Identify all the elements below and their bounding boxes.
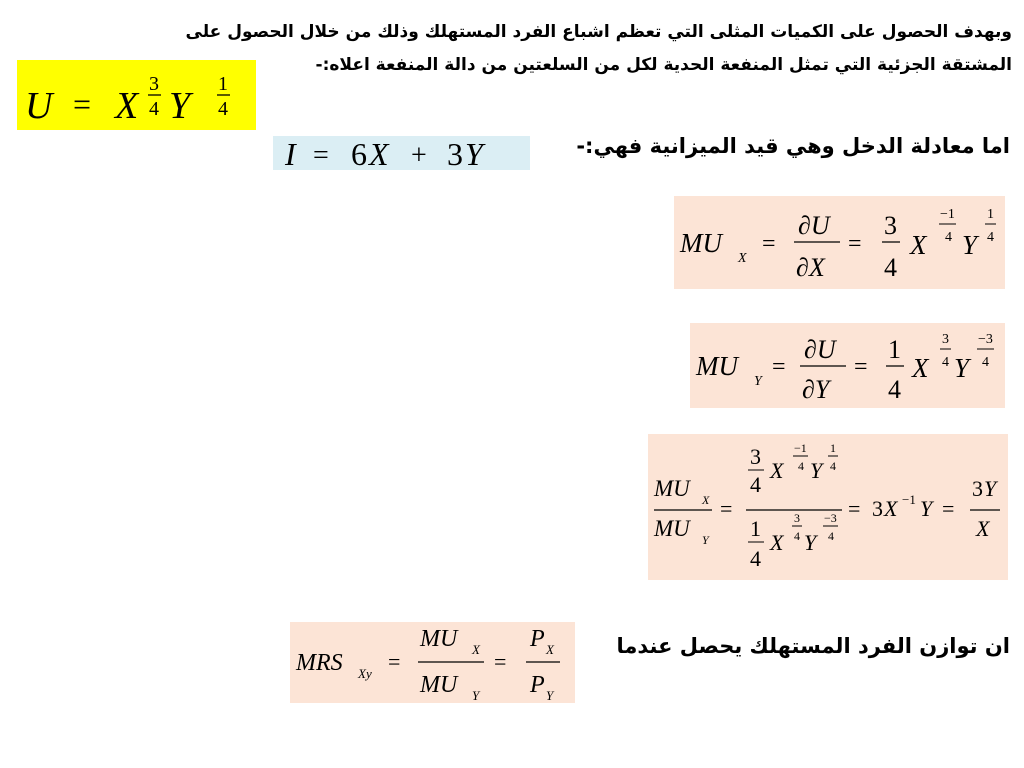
svg-text:=: = [772, 354, 786, 380]
svg-text:=: = [494, 649, 507, 674]
svg-text:6: 6 [351, 136, 367, 170]
svg-text:Xy: Xy [358, 666, 372, 681]
svg-text:4: 4 [750, 472, 761, 497]
svg-text:∂U: ∂U [804, 335, 836, 364]
marginal-utility-x-equation [674, 196, 1005, 289]
marginal-utility-y-box [690, 323, 1005, 408]
svg-text:4: 4 [750, 546, 761, 571]
utility-ratio-equation [648, 434, 1008, 580]
svg-text:=: = [762, 231, 776, 257]
svg-text:4: 4 [830, 459, 836, 473]
svg-text:Y: Y [702, 533, 709, 547]
svg-text:Y: Y [962, 230, 978, 260]
svg-text:3: 3 [794, 511, 800, 525]
svg-text:1: 1 [218, 73, 228, 95]
svg-text:4: 4 [218, 98, 228, 120]
svg-text:Y: Y [954, 353, 970, 383]
svg-text:Y: Y [920, 496, 933, 521]
svg-text:X: X [976, 516, 990, 541]
equilibrium-text: ان توازن الفرد المستهلك يحصل عندما [616, 634, 1010, 658]
svg-text:X: X [472, 642, 480, 657]
svg-text:=: = [720, 496, 733, 521]
svg-text:MU: MU [654, 476, 690, 501]
svg-text:1: 1 [987, 207, 994, 222]
svg-text:−3: −3 [824, 511, 837, 525]
svg-text:∂X: ∂X [796, 253, 825, 282]
svg-text:4: 4 [982, 355, 989, 370]
svg-text:1: 1 [888, 335, 901, 364]
svg-text:4: 4 [942, 355, 949, 370]
svg-text:X: X [770, 530, 784, 555]
svg-text:Y: Y [984, 476, 997, 501]
svg-text:X: X [884, 496, 898, 521]
utility-function-equation [17, 60, 256, 130]
svg-text:4: 4 [798, 459, 804, 473]
svg-text:X: X [369, 136, 389, 170]
svg-text:∂U: ∂U [798, 211, 830, 240]
svg-text:4: 4 [888, 375, 901, 404]
intro-line-2: المشتقة الجزئية التي تمثل المنفعة الحدية لكل من السلعتين من دالة المنفعة اعلاه:- [315, 55, 1012, 75]
svg-text:−1: −1 [940, 207, 955, 222]
budget-text: اما معادلة الدخل وهي قيد الميزانية فهي:- [576, 134, 1010, 158]
svg-text:Y: Y [472, 688, 480, 703]
svg-text:3: 3 [884, 211, 897, 240]
svg-text:−1: −1 [794, 441, 807, 455]
svg-text:=: = [854, 354, 868, 380]
svg-text:Y: Y [465, 136, 483, 170]
svg-text:MU: MU [420, 672, 458, 698]
svg-text:X: X [770, 458, 784, 483]
svg-text:1: 1 [830, 441, 836, 455]
svg-text:MRS: MRS [296, 650, 343, 676]
svg-text:1: 1 [750, 516, 761, 541]
svg-text:Y: Y [169, 85, 191, 127]
svg-text:=: = [942, 496, 955, 521]
svg-text:X: X [546, 642, 554, 657]
svg-text:∂Y: ∂Y [802, 375, 830, 404]
svg-text:4: 4 [945, 230, 952, 245]
svg-text:X: X [738, 251, 747, 266]
svg-text:4: 4 [828, 529, 834, 543]
svg-text:=: = [848, 496, 861, 521]
mrs-equation-box [290, 622, 575, 703]
svg-text:+: + [411, 140, 427, 170]
svg-text:=: = [388, 649, 401, 674]
svg-text:MU: MU [680, 228, 722, 258]
svg-text:I: I [285, 136, 296, 170]
svg-text:3: 3 [942, 332, 949, 347]
svg-text:MU: MU [696, 351, 738, 381]
svg-text:3: 3 [149, 73, 159, 95]
svg-text:P: P [530, 626, 545, 652]
svg-text:Y: Y [754, 374, 762, 389]
svg-text:Y: Y [804, 530, 817, 555]
svg-text:X: X [115, 85, 139, 127]
svg-text:Y: Y [546, 688, 554, 703]
svg-text:3: 3 [447, 136, 463, 170]
marginal-utility-x-box [674, 196, 1005, 289]
svg-text:4: 4 [987, 230, 994, 245]
svg-text:4: 4 [149, 98, 159, 120]
svg-text:MU: MU [654, 516, 690, 541]
mrs-equation [290, 622, 575, 703]
svg-text:U: U [25, 85, 53, 127]
intro-line-1: وبهدف الحصول على الكميات المثلى التي تعظم اشباع الفرد المستهلك وذلك من خلال الحصول على [185, 22, 1012, 42]
svg-text:=: = [848, 231, 862, 257]
svg-text:−3: −3 [978, 332, 993, 347]
utility-function-box [17, 60, 256, 130]
svg-text:Y: Y [810, 458, 823, 483]
budget-equation-box [273, 136, 530, 170]
svg-text:P: P [530, 672, 545, 698]
svg-text:3: 3 [972, 476, 983, 501]
svg-text:=: = [73, 86, 92, 122]
svg-text:3: 3 [750, 444, 761, 469]
svg-text:3: 3 [872, 496, 883, 521]
utility-ratio-box [648, 434, 1008, 580]
svg-text:X: X [910, 230, 927, 260]
svg-text:X: X [912, 353, 929, 383]
svg-text:MU: MU [420, 626, 458, 652]
svg-text:X: X [702, 493, 710, 507]
svg-text:=: = [313, 140, 329, 170]
budget-equation [273, 136, 530, 170]
svg-text:4: 4 [794, 529, 800, 543]
svg-text:4: 4 [884, 253, 897, 282]
marginal-utility-y-equation [690, 323, 1005, 408]
svg-text:−1: −1 [902, 492, 916, 507]
